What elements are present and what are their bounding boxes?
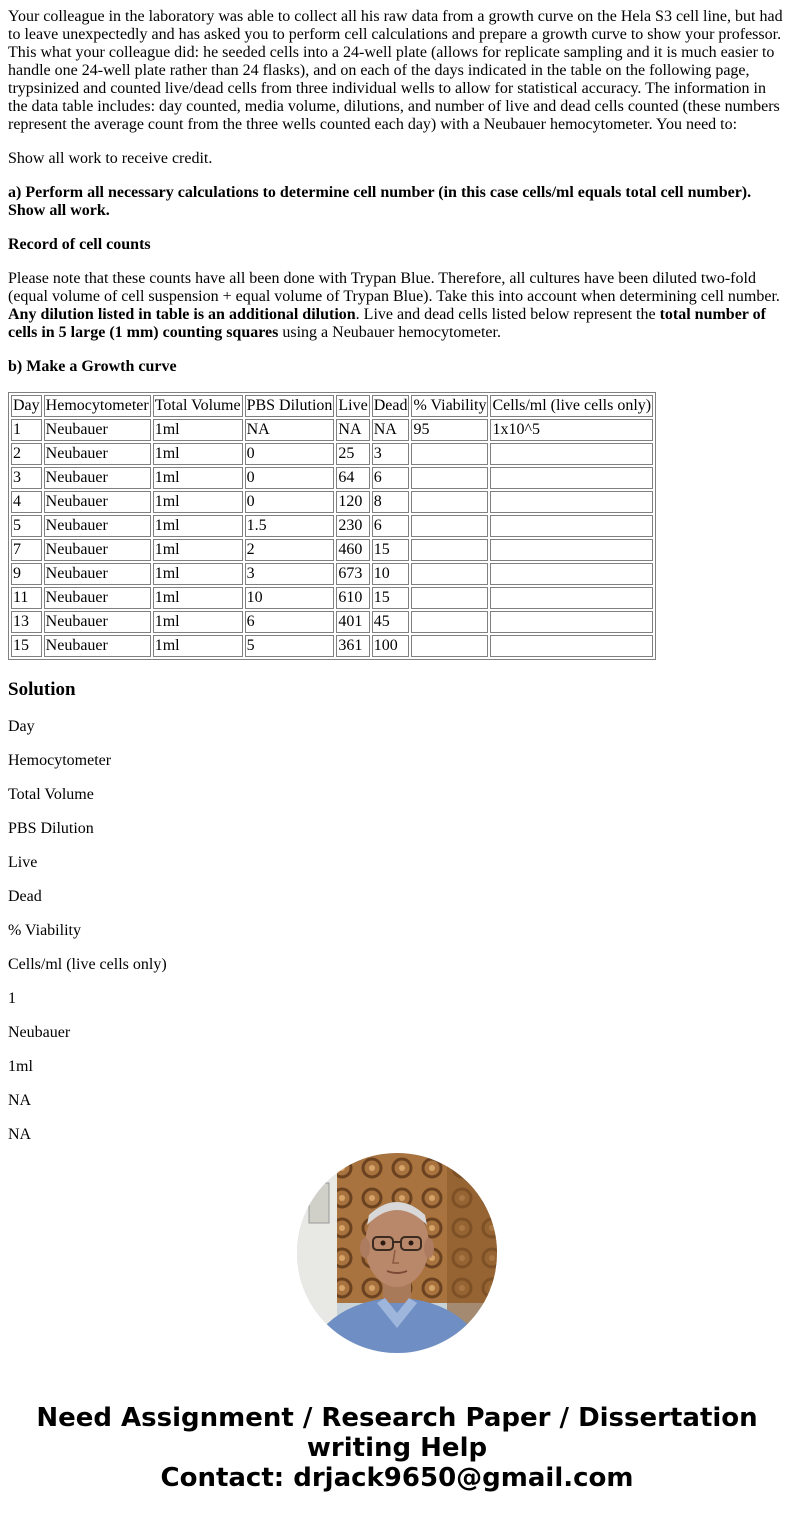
table-row <box>11 563 653 585</box>
table-cell: 0 <box>245 443 335 465</box>
table-cell: 25 <box>336 443 369 465</box>
table-cell: Neubauer <box>44 467 151 489</box>
table-header-cell: Dead <box>372 395 410 417</box>
table-row <box>11 419 653 441</box>
intro-paragraph: Your colleague in the laboratory was able to collect all his raw data from a growth curve on the Hela S3 cell line, but had to leave unexpectedly and has asked you to perform cell calculations and prepare a growth curve to show your professor. This what your colleague did: he seeded cells into a 24-well plate (allows for replicate sampling and it is much easier to handle one 24-well plate rather than 24 flasks), and on each of the days indicated in the table on the following page, trypsinized and counted live/dead cells from three individual wells to allow for statistical accuracy. The information in the data table includes: day counted, media volume, dilutions, and number of live and dead cells counted (these numbers represent the average count from the three wells counted each day) with a Neubauer hemocytometer. You need to: <box>8 8 783 133</box>
table-cell: 6 <box>245 611 335 633</box>
promo-headline: Need Assignment / Research Paper / Dissertation writing Help <box>36 1403 758 1463</box>
task-a-heading: a) Perform all necessary calculations to determine cell number (in this case cells/ml equals total cell number). Show all work. <box>8 184 752 219</box>
table-cell: 11 <box>11 587 42 609</box>
table-cell: 15 <box>372 587 410 609</box>
table-cell: 13 <box>11 611 42 633</box>
table-cell: 4 <box>11 491 42 513</box>
table-cell: 2 <box>11 443 42 465</box>
table-cell: 0 <box>245 491 335 513</box>
table-cell: 1 <box>11 419 42 441</box>
table-cell: 1ml <box>153 419 243 441</box>
table-cell: 5 <box>245 635 335 657</box>
record-heading: Record of cell counts <box>8 236 151 253</box>
trypan-note-bold1: Any dilution listed in table is an additional dilution <box>8 306 356 323</box>
solution-line: NA <box>8 1092 32 1109</box>
author-avatar <box>297 1153 497 1353</box>
table-cell: 45 <box>372 611 410 633</box>
solution-line: 1 <box>8 990 16 1007</box>
cell-count-table <box>8 392 656 660</box>
table-cell <box>411 611 488 633</box>
solution-lines <box>8 718 786 1144</box>
table-cell: 0 <box>245 467 335 489</box>
trypan-note-part3: using a Neubauer hemocytometer. <box>278 324 501 341</box>
table-header-cell: Day <box>11 395 42 417</box>
table-cell: 3 <box>372 443 410 465</box>
instruction-note: Show all work to receive credit. <box>8 150 213 167</box>
table-cell <box>490 635 653 657</box>
table-cell: 460 <box>336 539 369 561</box>
trypan-note <box>8 270 786 342</box>
solution-line: Cells/ml (live cells only) <box>8 956 167 973</box>
table-cell: 1ml <box>153 611 243 633</box>
table-cell: Neubauer <box>44 515 151 537</box>
table-cell: NA <box>245 419 335 441</box>
table-cell: 7 <box>11 539 42 561</box>
table-cell: 120 <box>336 491 369 513</box>
table-cell: 1ml <box>153 515 243 537</box>
table-cell: Neubauer <box>44 539 151 561</box>
table-cell: 64 <box>336 467 369 489</box>
table-cell: Neubauer <box>44 611 151 633</box>
table-header-cell: PBS Dilution <box>245 395 335 417</box>
solution-heading: Solution <box>8 679 76 700</box>
table-cell: 6 <box>372 467 410 489</box>
table-header-cell: Hemocytometer <box>44 395 151 417</box>
table-cell: 9 <box>11 563 42 585</box>
table-cell: Neubauer <box>44 443 151 465</box>
table-cell <box>411 443 488 465</box>
table-cell: 230 <box>336 515 369 537</box>
table-cell: 100 <box>372 635 410 657</box>
table-cell <box>490 515 653 537</box>
table-cell <box>411 635 488 657</box>
table-cell: Neubauer <box>44 587 151 609</box>
table-cell <box>411 563 488 585</box>
promo-contact: Contact: drjack9650@gmail.com <box>160 1463 634 1493</box>
table-cell <box>411 467 488 489</box>
author-photo <box>297 1153 497 1353</box>
promo-footer <box>0 1403 794 1493</box>
table-header-cell: % Viability <box>411 395 488 417</box>
table-cell: 1ml <box>153 491 243 513</box>
table-row <box>11 611 653 633</box>
trypan-note-part2: . Live and dead cells listed below represent the <box>355 306 660 323</box>
table-cell <box>411 515 488 537</box>
table-cell <box>490 443 653 465</box>
solution-line: PBS Dilution <box>8 820 94 837</box>
table-cell: 1ml <box>153 443 243 465</box>
solution-line: NA <box>8 1126 32 1143</box>
solution-line: 1ml <box>8 1058 33 1075</box>
solution-line: Dead <box>8 888 42 905</box>
table-cell: 1x10^5 <box>490 419 653 441</box>
table-cell <box>490 491 653 513</box>
table-cell: 1.5 <box>245 515 335 537</box>
trypan-note-part1: Please note that these counts have all been done with Trypan Blue. Therefore, all cultures have been diluted two-fold (equal volume of cell suspension + equal volume of Trypan Blue). Take this into account when determining cell number. <box>8 270 780 305</box>
table-cell <box>490 467 653 489</box>
table-header-cell: Cells/ml (live cells only) <box>490 395 653 417</box>
table-cell: NA <box>372 419 410 441</box>
table-cell: NA <box>336 419 369 441</box>
table-cell: 10 <box>372 563 410 585</box>
table-cell: 8 <box>372 491 410 513</box>
table-cell: 1ml <box>153 563 243 585</box>
table-row <box>11 515 653 537</box>
table-cell: 361 <box>336 635 369 657</box>
table-cell: Neubauer <box>44 419 151 441</box>
trypan-note-bold2: total number of cells in 5 large (1 mm) counting squares <box>8 306 766 341</box>
table-row <box>11 587 653 609</box>
table-cell: Neubauer <box>44 491 151 513</box>
table-cell: 15 <box>11 635 42 657</box>
table-header-cell: Live <box>336 395 369 417</box>
table-cell <box>411 587 488 609</box>
table-cell: 1ml <box>153 467 243 489</box>
table-cell <box>411 539 488 561</box>
table-cell <box>490 563 653 585</box>
table-cell: 3 <box>11 467 42 489</box>
table-row <box>11 467 653 489</box>
table-cell: 2 <box>245 539 335 561</box>
table-row <box>11 443 653 465</box>
table-cell: 95 <box>411 419 488 441</box>
table-row <box>11 539 653 561</box>
table-cell: 5 <box>11 515 42 537</box>
table-cell: Neubauer <box>44 563 151 585</box>
table-cell: 1ml <box>153 635 243 657</box>
solution-line: Live <box>8 854 38 871</box>
table-cell: 673 <box>336 563 369 585</box>
solution-line: Total Volume <box>8 786 94 803</box>
table-cell: 6 <box>372 515 410 537</box>
table-header-cell: Total Volume <box>153 395 243 417</box>
table-cell: 10 <box>245 587 335 609</box>
task-b-heading: b) Make a Growth curve <box>8 358 177 375</box>
table-cell <box>490 611 653 633</box>
table-cell: 3 <box>245 563 335 585</box>
table-cell <box>411 491 488 513</box>
table-cell <box>490 587 653 609</box>
table-body <box>11 395 653 657</box>
table-cell: 1ml <box>153 539 243 561</box>
solution-line: % Viability <box>8 922 81 939</box>
table-cell: 610 <box>336 587 369 609</box>
table-cell: Neubauer <box>44 635 151 657</box>
table-cell: 1ml <box>153 587 243 609</box>
table-row <box>11 635 653 657</box>
table-cell: 401 <box>336 611 369 633</box>
table-header-row <box>11 395 653 417</box>
table-row <box>11 491 653 513</box>
table-cell <box>490 539 653 561</box>
solution-line: Day <box>8 718 35 735</box>
solution-line: Hemocytometer <box>8 752 112 769</box>
table-cell: 15 <box>372 539 410 561</box>
solution-line: Neubauer <box>8 1024 71 1041</box>
